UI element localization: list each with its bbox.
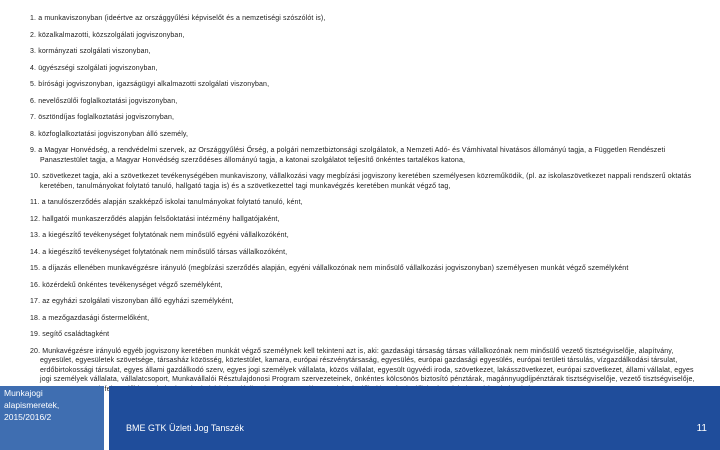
- item-number: 7.: [30, 114, 37, 121]
- list-item: [30, 47, 702, 57]
- item-number: 5.: [30, 81, 37, 88]
- item-number: 20.: [30, 347, 41, 355]
- footer-course-line: alapismeretek,: [4, 400, 60, 410]
- item-number: 6.: [30, 97, 37, 105]
- item-number: 11.: [30, 199, 40, 206]
- item-number: 15.: [30, 265, 41, 272]
- item-number: 4.: [30, 64, 37, 72]
- item-number: 8.: [30, 130, 37, 138]
- list-item: [30, 64, 702, 74]
- list-item: [30, 314, 702, 324]
- footer: [0, 386, 720, 450]
- item-text: az egyházi szolgálati viszonyban álló egyházi személyként,: [42, 298, 234, 305]
- list-item: [30, 264, 702, 274]
- list-item: [30, 31, 702, 41]
- item-number: 18.: [30, 314, 41, 322]
- item-text: a tanulószerződés alapján szakképző iskolai tanulmányokat folytató tanuló, ként,: [41, 199, 303, 206]
- item-number: 1.: [30, 15, 37, 22]
- item-number: 9.: [30, 147, 37, 154]
- list-item: [30, 198, 702, 208]
- item-text: közalkalmazotti, közszolgálati jogviszonyban,: [38, 31, 185, 39]
- item-text: ösztöndíjas foglalkoztatási jogviszonyban,: [38, 114, 175, 121]
- list-item: [30, 215, 702, 225]
- item-text: kormányzati szolgálati viszonyban,: [38, 48, 151, 55]
- footer-course-box: [0, 386, 104, 450]
- item-number: 3.: [30, 48, 37, 55]
- list-item: [30, 14, 702, 24]
- item-number: 16.: [30, 281, 41, 289]
- item-text: hallgatói munkaszerződés alapján felsőoktatási intézmény hallgatójaként,: [42, 215, 280, 223]
- item-text: a díjazás ellenében munkavégzésre irányuló (megbízási szerződés alapján, egyéni vállalkozónak nem minősülő vállalkozási jogviszonyban) személyesen munkát végző személyként: [42, 265, 629, 272]
- item-text: a kiegészítő tevékenységet folytatónak nem minősülő egyéni vállalkozóként,: [42, 232, 289, 239]
- list-item: [30, 80, 702, 90]
- list-item: [30, 172, 702, 191]
- item-text: segítő családtagként: [42, 331, 110, 338]
- list-item: [30, 297, 702, 307]
- item-number: 2.: [30, 31, 37, 39]
- footer-course-line: Munkajogi: [4, 388, 43, 398]
- item-text: Munkavégzésre irányuló egyéb jogviszony keretében munkát végző személynek kell tekinteni azt is, aki: gazdasági társaság társas vállalkozónak nem minősülő vezető tisztségviselője, alapítvány, egyesület, egyesületek szövetsége, társasház közösség, köztestület, kamara, európai részvénytársaság, egyesülés, európai gazdasági egyesülés, európai területi társulás, vízgazdálkodási társulat, erdőbirtokossági társulat, egyes állami gazdálkodó szerv, egyes jogi személyek vállalata, közös vállalat, egyesült ügyvédi iroda, szövetkezet, lakásszövetkezet, európai szövetkezet, állami vállalat, egyes jogi személyek vállalata, vállalatcsoport, Munkavállalói Résztulajdonosi Program szervezeteinek, önkéntes kölcsönös biztosító pénztárak, magánnyugdíjpénztárak tisztségviselője, vezető tisztségviselője,: [40, 347, 695, 383]
- item-text: bírósági jogviszonyban, igazságügyi alkalmazotti szolgálati viszonyban,: [38, 81, 270, 88]
- item-text: a Magyar Honvédség, a rendvédelmi szervek, az Országgyűlési Őrség, a polgári nemzetbiztonsági szolgálatok, a Nemzeti Adó- és Vámhivatal hivatásos állományú tagja, a Független Rendészeti Panasztestület tagja, a Magyar Honvédség szerződéses állományú tagja, a katonai szolgálatot teljesítő önkéntes tartalékos katona,: [38, 147, 666, 164]
- item-text: közérdekű önkéntes tevékenységet végző személyként,: [42, 281, 223, 289]
- item-text: a kiegészítő tevékenységet folytatónak nem minősülő társas vállalkozóként,: [42, 248, 288, 256]
- item-text: a mezőgazdasági őstermelőként,: [42, 314, 150, 322]
- item-number: 14.: [30, 248, 41, 256]
- item-number: 12.: [30, 215, 41, 223]
- footer-course-line: 2015/2016/2: [4, 412, 52, 422]
- item-text: ügyészségi szolgálati jogviszonyban,: [38, 64, 158, 72]
- list-item: [30, 146, 702, 165]
- item-text: a munkaviszonyban (ideértve az országgyűlési képviselőt és a nemzetiségi szószólót is),: [38, 15, 326, 22]
- section-list: [30, 14, 702, 401]
- item-number: 13.: [30, 232, 41, 239]
- list-item: [30, 113, 702, 123]
- item-number: 10.: [30, 173, 41, 180]
- page-number: 11: [696, 423, 707, 434]
- footer-department: BME GTK Üzleti Jog Tanszék: [126, 423, 244, 433]
- list-item: [30, 130, 702, 140]
- footer-bar: [109, 386, 720, 450]
- list-item: [30, 281, 702, 291]
- list-item: [30, 330, 702, 340]
- list-item: [30, 97, 702, 107]
- list-item: [30, 231, 702, 241]
- item-number: 17.: [30, 298, 41, 305]
- item-number: 19.: [30, 331, 41, 338]
- list-item: [30, 248, 702, 258]
- item-text: nevelőszülői foglalkoztatási jogviszonyban,: [38, 97, 178, 105]
- item-text: közfoglalkoztatási jogviszonyban álló személy,: [38, 130, 189, 138]
- item-text: szövetkezet tagja, aki a szövetkezet tevékenységében munkaviszony, vállalkozási vagy megbízási jogviszony keretében személyesen közreműködik, (pl. az iskolaszövetkezet nappali rendszerű oktatás keretében, tanulmányokat folytató tanuló, hallgató tagja is) és a szövetkezettel tagi munkavégzés keretében munkát végző tag,: [40, 173, 692, 190]
